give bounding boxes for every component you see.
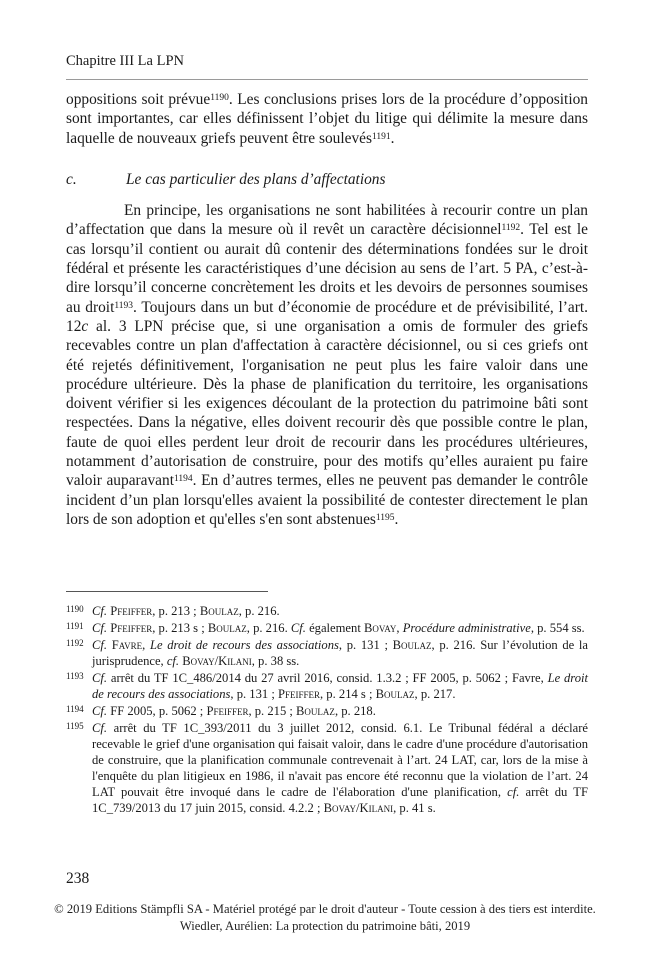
section-title: Le cas particulier des plans d’affectations: [126, 170, 386, 188]
footnote-text: Cf. arrêt du TF 1C_393/2011 du 3 juillet 2012, consid. 6.1. Le Tribunal fédéral a déclaré recevable le grief d'une organisation qui faisait valoir, dans le cadre d'une procédure d'autorisation de construire, que la planification communale contrevenait à l’art. 24 LAT, car, lors de la mise à l'enquête du plan litigieux en 1986, il n'avait pas encore été reconnu que la violation de l’art. 24 LAT pouvait être invoqué dans le cadre de l'élaboration d'une planification, cf. arrêt du TF 1C_739/2013 du 17 juin 2015, consid. 4.2.2 ; Bovay/Kilani, p. 41 s.: [92, 721, 588, 815]
running-header: Chapitre III La LPN: [66, 53, 184, 69]
footnote-number: 1194: [66, 704, 84, 714]
citation-line: Wiedler, Aurélien: La protection du patrimoine bâti, 2019: [179, 918, 471, 933]
footnotes: [66, 603, 588, 817]
main-text: [66, 90, 588, 529]
copyright-line: © 2019 Editions Stämpfli SA - Matériel protégé par le droit d'auteur - Toute cession à des tiers est interdite.: [54, 902, 596, 916]
header-divider: [66, 79, 588, 80]
footnote-divider: [66, 591, 268, 592]
footnote-ref-1193[interactable]: 1193: [114, 300, 134, 311]
footnote-number: 1195: [66, 721, 84, 731]
footnote-ref-1190[interactable]: 1190: [210, 93, 229, 103]
footnote-text: Cf. Pfeiffer, p. 213 s ; Boulaz, p. 216. Cf. également Bovay, Procédure administrative, p. 554 ss.: [92, 621, 585, 635]
footnote-text: Cf. Pfeiffer, p. 213 ; Boulaz, p. 216.: [92, 604, 280, 618]
footnote-text: Cf. FF 2005, p. 5062 ; Pfeiffer, p. 215 ; Boulaz, p. 218.: [92, 704, 376, 718]
footnote-1192: [66, 637, 588, 669]
footnote-number: 1190: [66, 604, 84, 614]
footnote-number: 1192: [66, 638, 84, 648]
section-heading: [66, 170, 588, 189]
footnote-number: 1191: [66, 621, 84, 631]
footnote-ref-1194[interactable]: 1194: [173, 474, 193, 485]
footnote-ref-1191[interactable]: 1191: [372, 131, 391, 142]
paragraph-plans-affectation: En principe, les organisations ne sont habilitées à recourir contre un plan d’affectation que dans la mesure où il revêt un caractère décisionnel$^{1192}$. Tel est le cas lorsqu’il contient ou aurait dû contenir des déterminations fondées sur le droit fédéral et présente les caractéristiques d’une décision au sens de l’art. 5 PA, c’est-à-dire lorsqu’il concerne concrètement les droits et les devoirs de personnes soumises au droit$^{1193}$. Toujours dans un but d’économie de procédure et de prévisibilité, l’art. 12c al. 3 LPN précise que, si une organisation a omis de formuler des griefs recevables contre un plan d'affectation à caractère décisionnel, ou si ces griefs ont été rejetés définitivement, l'organisation ne peut plus les faire valoir dans une procédure ultérieure. Dès la phase de planification du territoire, les organisations doivent vérifier si les exigences découlant de la protection du patrimoine bâti sont respectées. Dans la négative, elles doivent recourir dès que possible contre le plan, faute de quoi elles perdent leur droit de recourir dans les procédures ultérieures, notamment d’autorisation de construire, pour des motifs qu’elles auraient pu faire valoir auparavant$^{1194}$. En d’autres termes, elles ne peuvent pas demander le contrôle incident d’un plan lorsqu'elles avaient la possibilité de contester directement le plan lors de son adoption et qu'elles s'en sont abstenues$^{1195}$.: [66, 202, 589, 528]
footnote-1191: [66, 620, 588, 636]
footnote-1195: [66, 720, 588, 816]
footnote-number: 1193: [66, 671, 84, 681]
footnote-ref-1195[interactable]: 1195: [375, 512, 395, 523]
footnote-text: Cf. arrêt du TF 1C_486/2014 du 27 avril 2016, consid. 1.3.2 ; FF 2005, p. 5062 ; Favre, Le droit de recours des associations, p. 131 ; Pfeiffer, p. 214 s ; Boulaz, p. 217.: [92, 671, 588, 701]
footnote-text: Cf. Favre, Le droit de recours des associations, p. 131 ; Boulaz, p. 216. Sur l’évolution de la jurisprudence, cf. Bovay/Kilani, p. 38 ss.: [92, 638, 589, 668]
copyright-notice: [0, 901, 650, 934]
footnote-1193: [66, 670, 588, 702]
footnote-1190: [66, 603, 588, 619]
section-letter: c.: [66, 170, 77, 188]
page-number: 238: [66, 870, 90, 887]
footnote-ref-1192[interactable]: 1192: [501, 223, 521, 234]
footnote-1194: [66, 703, 588, 719]
paragraph-opposition: oppositions soit prévue$^{1190}$. Les conclusions prises lors de la procédure d’opposition sont importantes, car elles définissent l’objet du litige qui délimite la mesure dans laquelle de nouveaux griefs peuvent être soulevés$^{1191}$.: [66, 91, 588, 147]
